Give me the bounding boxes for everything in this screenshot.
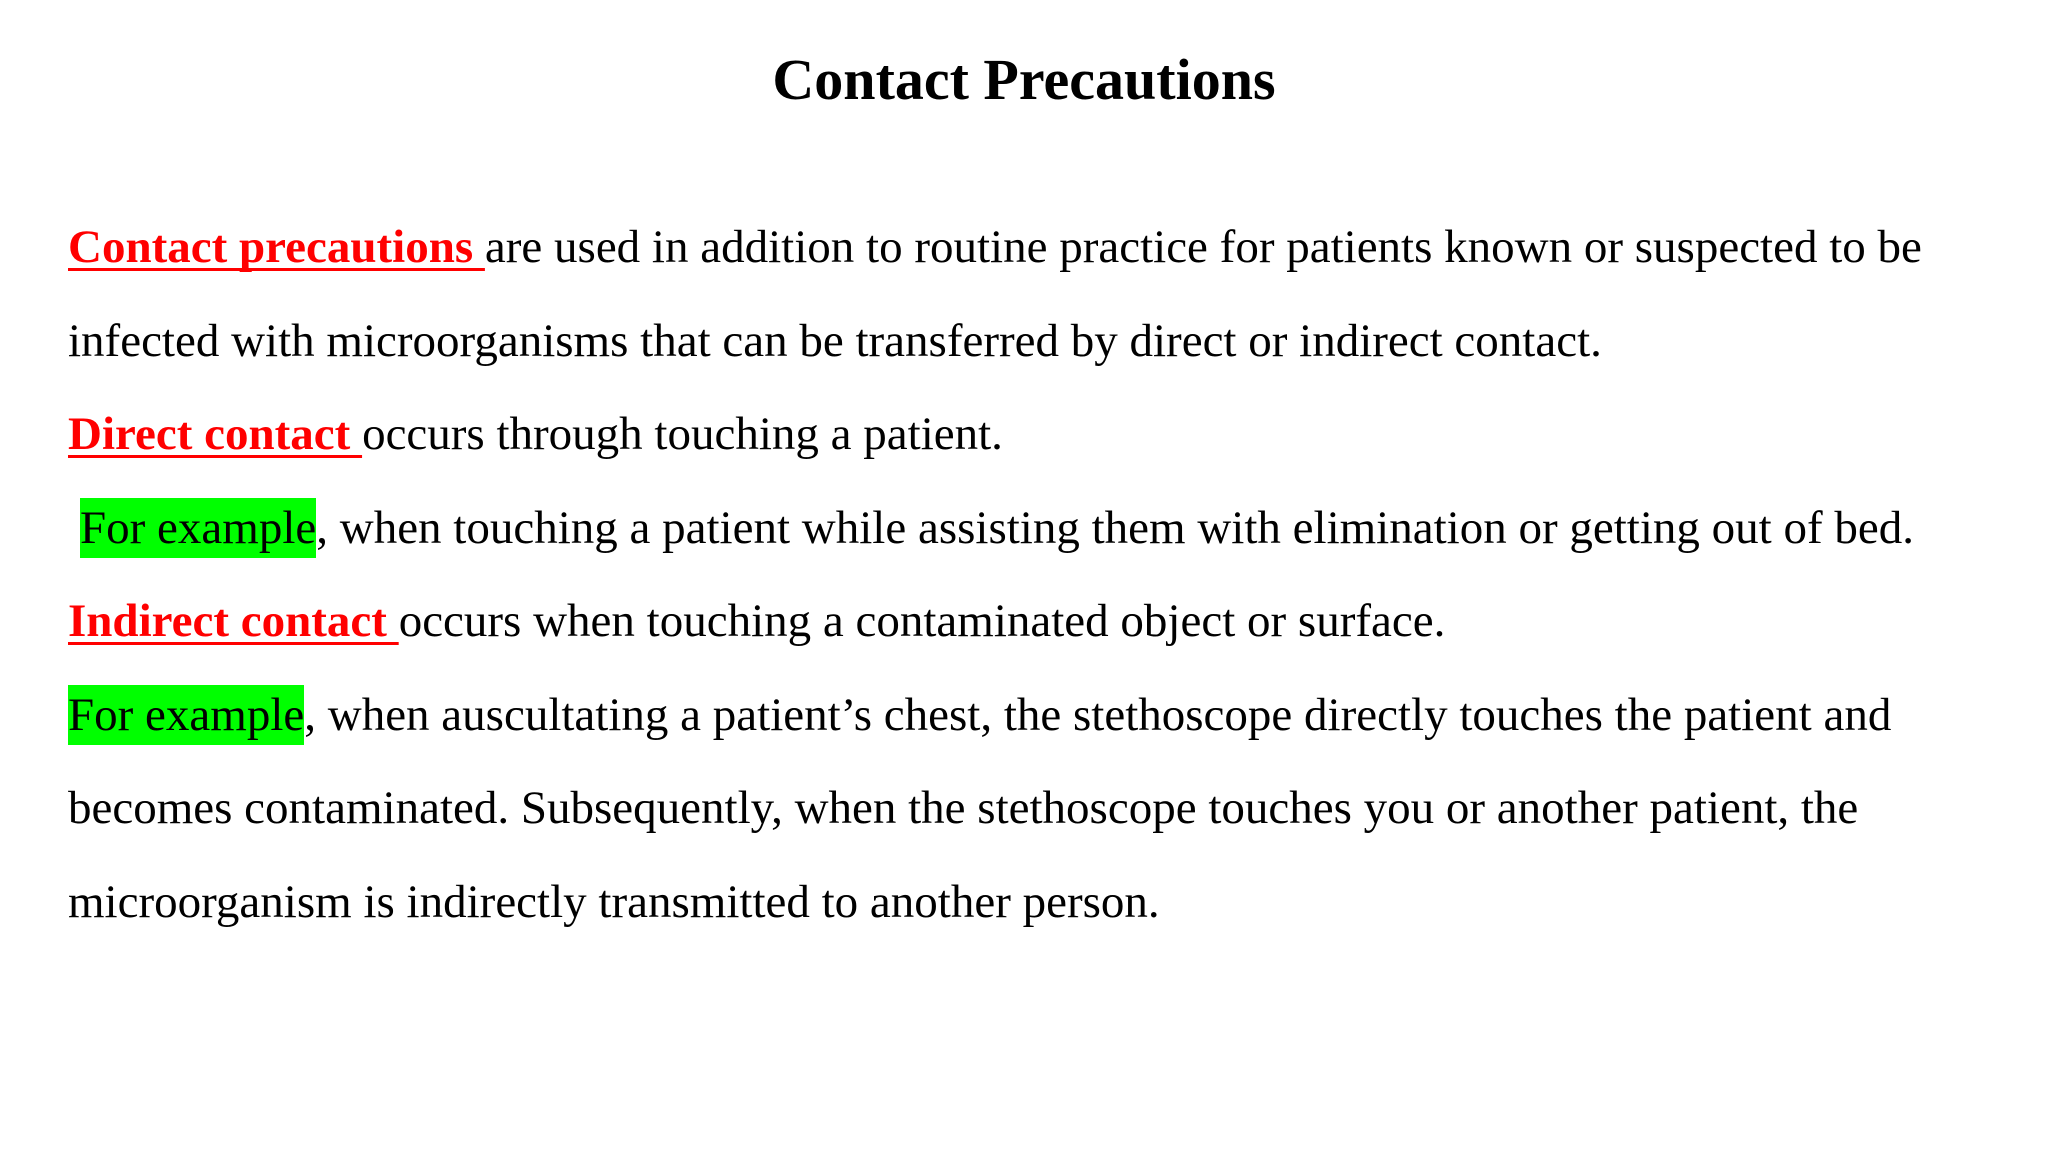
paragraph-text: occurs through touching a patient. (362, 408, 1003, 460)
paragraph-contact-precautions (68, 201, 1968, 388)
paragraph-text: , when touching a patient while assisting them with elimination or getting out of bed. (316, 501, 1914, 554)
paragraph-text: are used in addition to routine practice for patients known or suspected to be infected with microorganisms that can be transferred by direct or indirect contact. (68, 221, 1922, 367)
highlight-for-example: For example (68, 685, 304, 745)
term-direct-contact: Direct contact (68, 408, 363, 460)
highlight-for-example: For example (80, 498, 316, 558)
paragraph-text: occurs when touching a contaminated object or surface. (398, 595, 1446, 647)
paragraph-direct-contact (68, 388, 1968, 482)
page-title: Contact Precautions (772, 47, 1276, 112)
body-content (68, 201, 1968, 949)
term-indirect-contact: Indirect contact (68, 595, 399, 647)
paragraph-text: , when auscultating a patient’s chest, the stethoscope directly touches the patient and becomes contaminated. Subsequently, when the stethoscope touches you or another patient, the microorganism is indirectly transmitted to another person. (68, 688, 1892, 928)
paragraph-indirect-contact (68, 575, 1968, 669)
term-contact-precautions: Contact precautions (68, 221, 485, 273)
paragraph-indirect-example (68, 669, 1968, 950)
paragraph-direct-example (68, 482, 1968, 576)
